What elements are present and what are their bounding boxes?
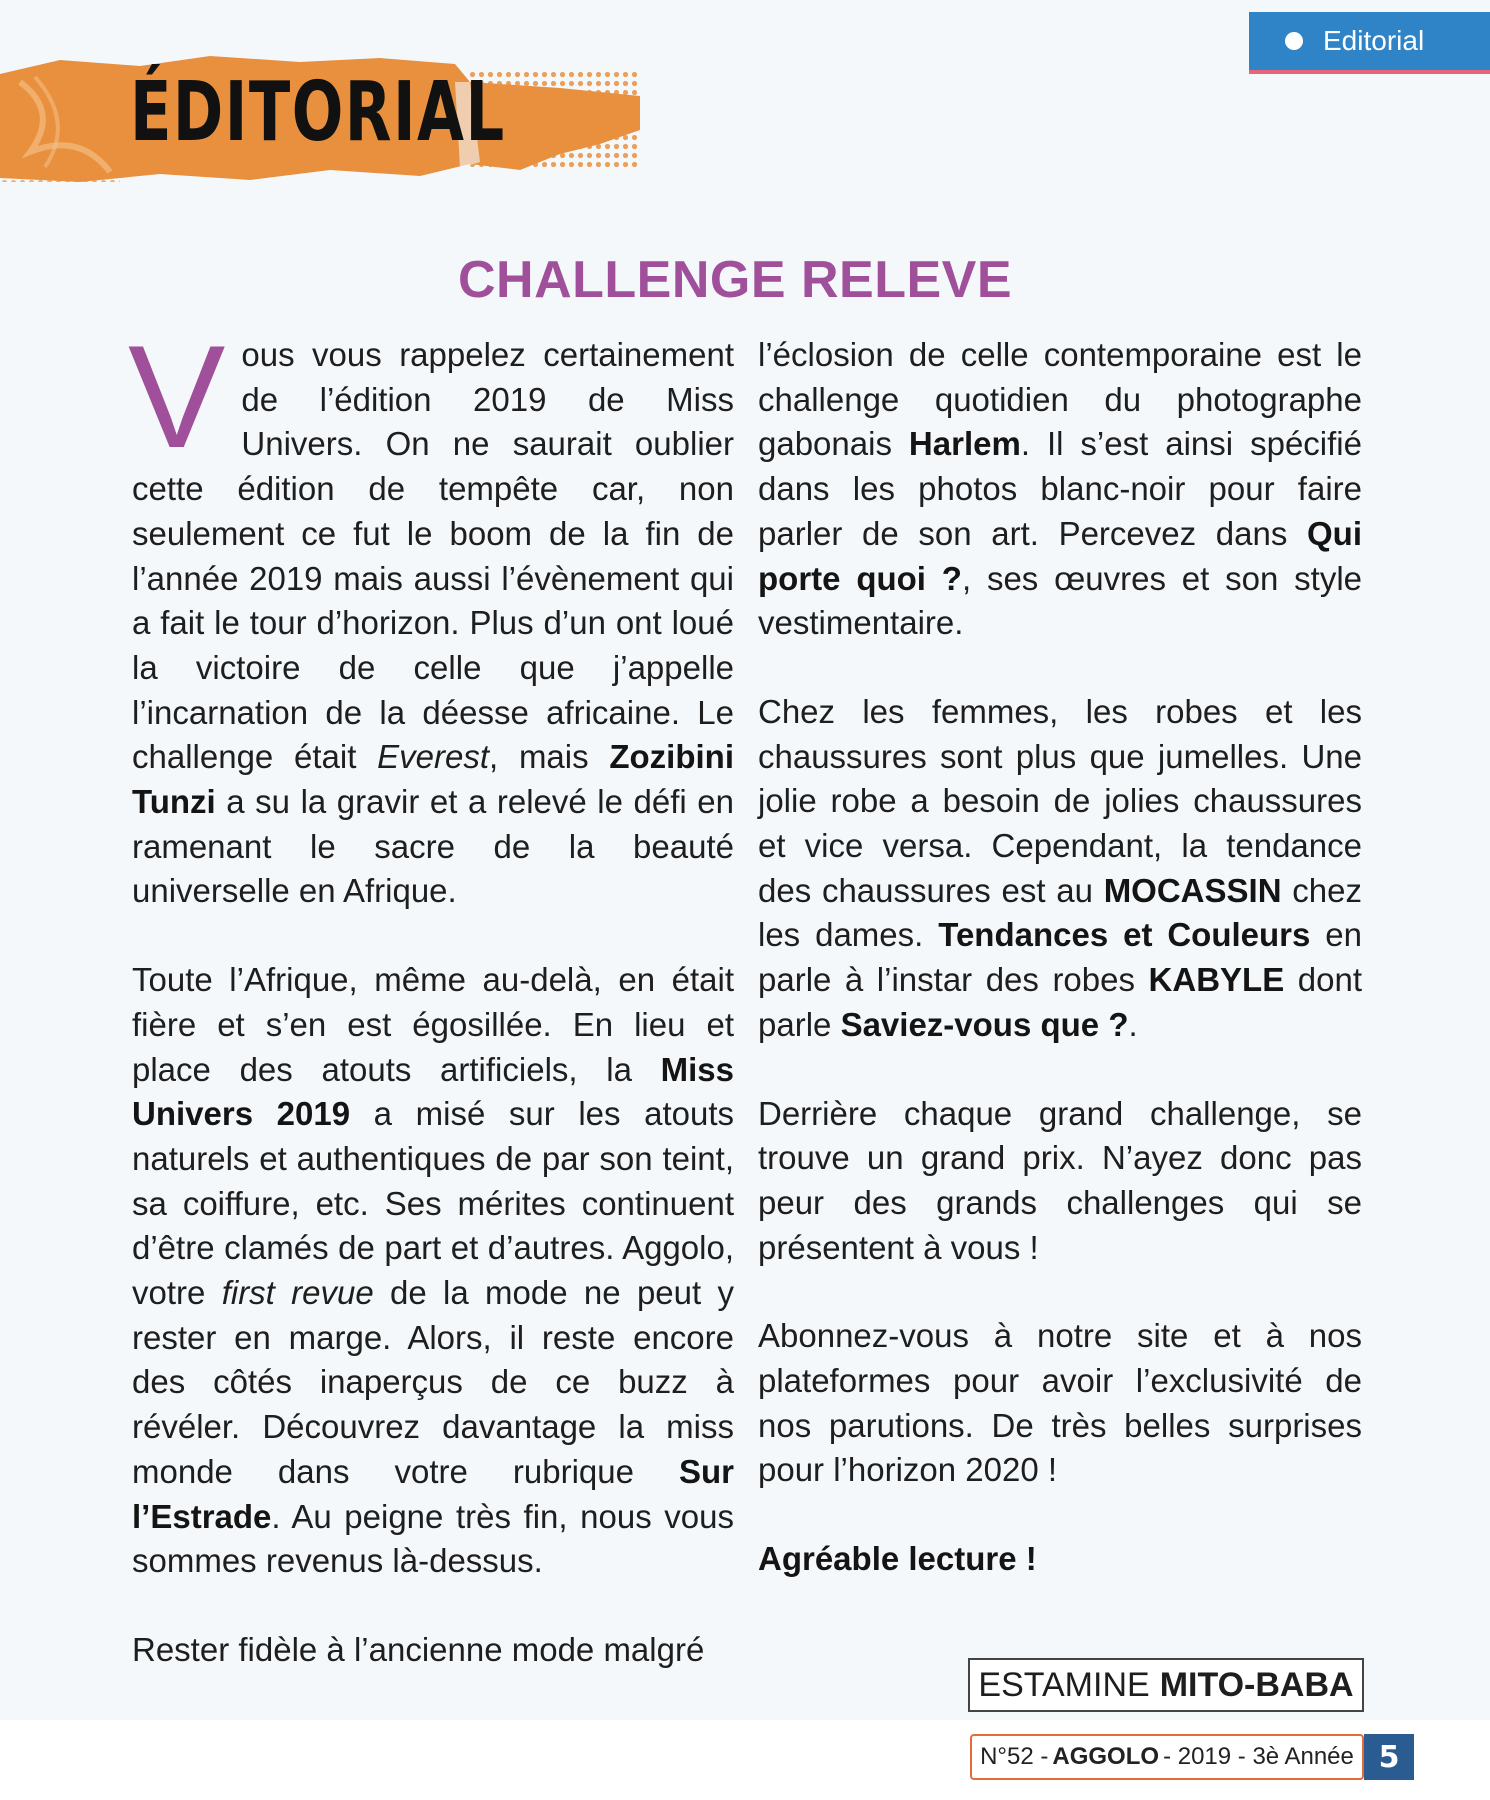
issue-footer	[970, 1734, 1364, 1780]
author-first-name: ESTAMINE	[978, 1665, 1150, 1704]
text-run: Toute l’Afrique, même au-delà, en était fière et s’en est égosillée. En lieu et place des atouts artificiels, la	[132, 961, 734, 1088]
bold-text: Tendances et Couleurs	[938, 916, 1311, 954]
text-run: en parle à l’instar des robes	[758, 916, 1362, 999]
paragraph-text	[758, 1095, 1362, 1266]
bold-text: Agréable lecture !	[758, 1540, 1037, 1578]
paragraph-text	[758, 693, 1362, 1043]
paragraph	[758, 690, 1362, 1048]
closing-line	[758, 1537, 1362, 1582]
paragraph-text	[132, 1631, 704, 1668]
bold-text: Harlem	[908, 425, 1021, 463]
text-run: Rester fidèle à l’ancienne mode malgré	[132, 1630, 705, 1668]
text-run: a su la gravir et a relevé le défi en ramenant le sacre de la beauté universelle en Afrique.	[132, 783, 734, 910]
text-run: Derrière chaque grand challenge, se trouve un grand prix. N’ayez donc pas peur des grands challenges qui se présentent à vous !	[758, 1094, 1362, 1266]
italic-text: Everest	[377, 738, 490, 776]
text-run: chez les dames.	[758, 871, 1362, 954]
page-number: 5	[1364, 1734, 1414, 1780]
bold-text: Qui porte quoi ?	[758, 514, 1362, 597]
text-run: , mais	[489, 738, 610, 776]
drop-cap: V	[128, 315, 226, 478]
paragraph-text	[758, 336, 1362, 641]
paragraph	[758, 333, 1362, 646]
magazine-name: AGGOLO	[1052, 1743, 1160, 1770]
section-tab-label: Editorial	[1323, 25, 1425, 56]
author-last-name: MITO-BABA	[1159, 1665, 1354, 1704]
paragraph-text	[132, 961, 734, 1579]
text-run: . Il s’est ainsi spécifié dans les photos blanc-noir pour faire parler de son art. Percevez dans	[758, 425, 1362, 552]
italic-text: first revue	[221, 1274, 374, 1312]
section-tab-editorial	[1249, 12, 1490, 70]
paragraph	[132, 1628, 734, 1673]
paragraph-text	[758, 1540, 1037, 1577]
issue-year: - 2019 - 3è Année	[1163, 1743, 1354, 1770]
text-run: l’éclosion de celle contemporaine est le challenge quotidien du photographe gabonais	[758, 336, 1362, 463]
paragraph	[758, 1314, 1362, 1493]
bold-text: Zozibini Tunzi	[132, 738, 734, 821]
text-run: Chez les femmes, les robes et les chaussures sont plus que jumelles. Une jolie robe a besoin de jolies chaussures et vice versa. Cependant, la tendance des chaussures est au	[758, 692, 1362, 909]
bold-text: KABYLE	[1148, 961, 1285, 999]
text-run: dont parle	[758, 961, 1362, 1043]
right-column	[758, 333, 1362, 1626]
bold-text: Saviez-vous que ?	[840, 1005, 1129, 1043]
text-run: .	[1128, 1005, 1138, 1043]
text-run: a misé sur les atouts naturels et authentiques de par son teint, sa coiffure, etc. Ses mérites continuent d’être clamés de part et d’autres. Aggolo, votre	[132, 1095, 735, 1312]
left-column	[128, 315, 735, 1717]
paragraph-text	[758, 1317, 1362, 1488]
banner-title: ÉDITORIAL	[130, 65, 506, 160]
author-signature	[968, 1658, 1364, 1712]
paragraph	[128, 315, 734, 914]
bold-text: MOCASSIN	[1103, 871, 1282, 909]
editorial-banner	[0, 52, 640, 187]
text-run: de la mode ne peut y rester en marge. Alors, il reste encore des côtés inaperçus de ce buzz à révéler. Découvrez davantage la miss monde dans votre rubrique	[132, 1274, 734, 1490]
text-run: . Au peigne très fin, nous vous sommes revenus là-dessus.	[132, 1497, 734, 1580]
article-title: CHALLENGE RELEVE	[457, 250, 1013, 309]
paragraph	[758, 1092, 1362, 1271]
issue-number: N°52 -	[980, 1743, 1049, 1770]
bullet-icon	[1285, 32, 1303, 50]
text-run: , ses œuvres et son style vestimentaire.	[758, 559, 1362, 642]
bold-text: Sur l’Estrade	[132, 1452, 734, 1535]
paragraph	[132, 958, 734, 1584]
bold-text: Miss Univers 2019	[132, 1050, 734, 1133]
section-tab-underline	[1249, 70, 1490, 74]
text-run: Abonnez-vous à notre site et à nos plateformes pour avoir l’exclusivité de nos parutions. De très belles surprises pour l’horizon 2020 !	[758, 1317, 1362, 1489]
text-run: ous vous rappelez certainement de l’édition 2019 de Miss Univers. On ne saurait oublier cette édition de tempête car, non seulement ce fut le boom de la fin de l’année 2019 mais aussi l’évènement qui a fait le tour d’horizon. Plus d’un ont loué la victoire de celle que j’appelle l’incarnation de la déesse africaine. Le challenge était	[132, 336, 734, 776]
